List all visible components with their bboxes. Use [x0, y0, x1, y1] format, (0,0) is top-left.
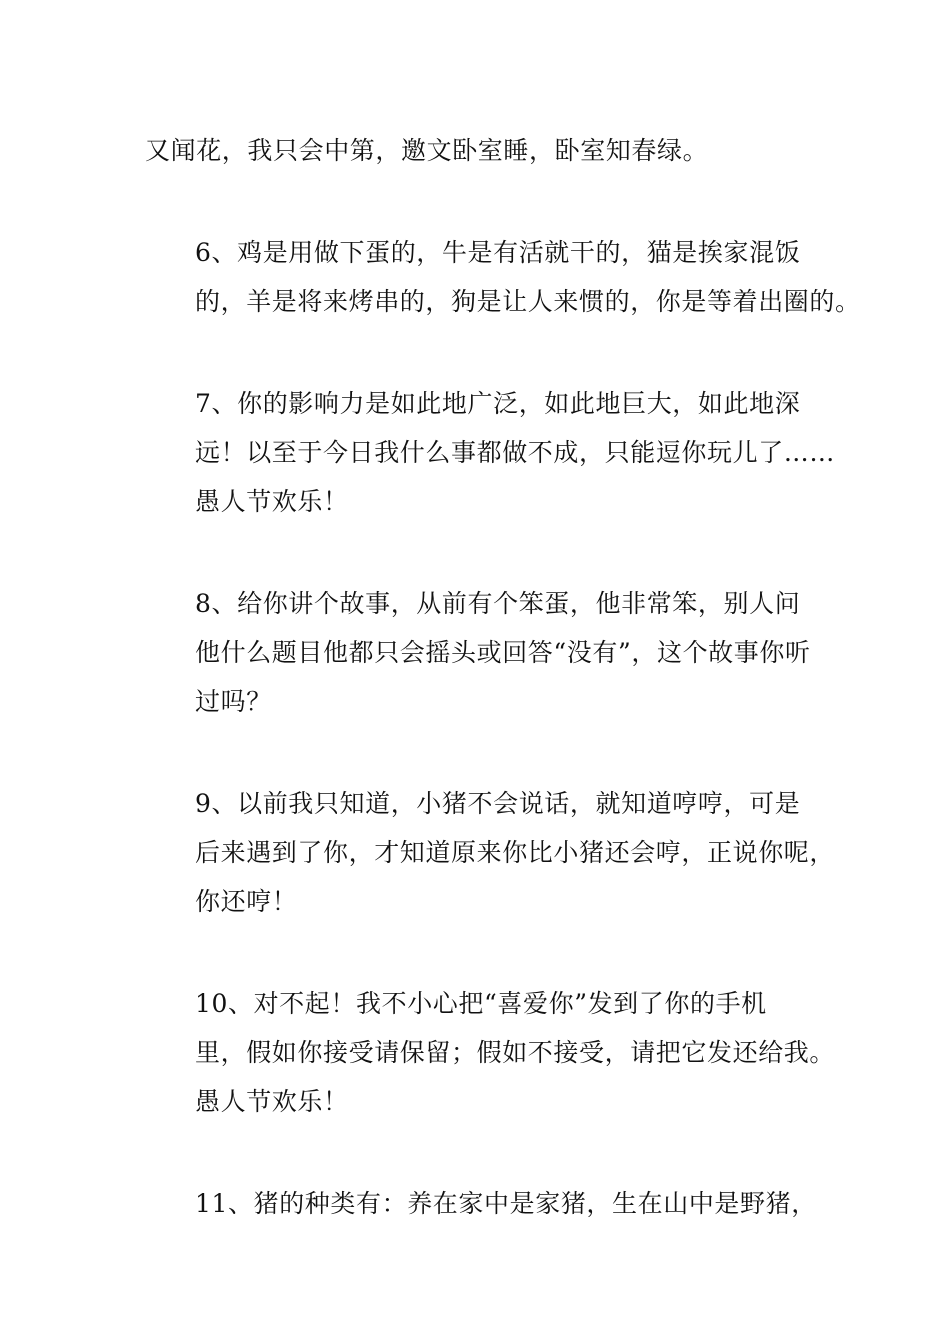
paragraph-item-6 [145, 228, 861, 326]
paragraph-item-11 [145, 1179, 825, 1228]
text-line: 7、你的影响力是如此地广泛，如此地巨大，如此地深 [195, 389, 801, 418]
paragraph-item-9 [145, 779, 836, 926]
text-line: 8、给你讲个故事，从前有个笨蛋，他非常笨，别人问 [195, 589, 801, 618]
text-line: 你还哼！ [195, 887, 298, 916]
paragraph-continuation [145, 126, 825, 175]
document-body [145, 126, 861, 1281]
text-line: 远！以至于今日我什么事都做不成，只能逗你玩儿了…… [195, 438, 836, 467]
text-line: 10、对不起！我不小心把“喜爱你”发到了你的手机 [195, 989, 767, 1018]
text-line: 后来遇到了你，才知道原来你比小猪还会哼，正说你呢， [195, 838, 836, 867]
text-line: 6、鸡是用做下蛋的，牛是有活就干的，猫是挨家混饭 [195, 238, 801, 267]
paragraph-item-7 [145, 379, 836, 526]
text-line: 愚人节欢乐！ [195, 487, 349, 516]
text-line: 的，羊是将来烤串的，狗是让人来惯的，你是等着出圈的。 [195, 287, 861, 316]
text-line: 又闻花，我只会中第，邀文卧室睡，卧室知春绿。 [145, 136, 709, 165]
text-line: 他什么题目他都只会摇头或回答“没有”，这个故事你听 [195, 638, 811, 667]
paragraph-item-8 [145, 579, 825, 726]
text-line: 里，假如你接受请保留；假如不接受，请把它发还给我。 [195, 1038, 836, 1067]
text-line: 11、猪的种类有：养在家中是家猪，生在山中是野猪， [195, 1189, 817, 1218]
paragraph-item-10 [145, 979, 836, 1126]
text-line: 过吗？ [195, 687, 272, 716]
text-line: 9、以前我只知道，小猪不会说话，就知道哼哼，可是 [195, 789, 801, 818]
text-line: 愚人节欢乐！ [195, 1087, 349, 1116]
